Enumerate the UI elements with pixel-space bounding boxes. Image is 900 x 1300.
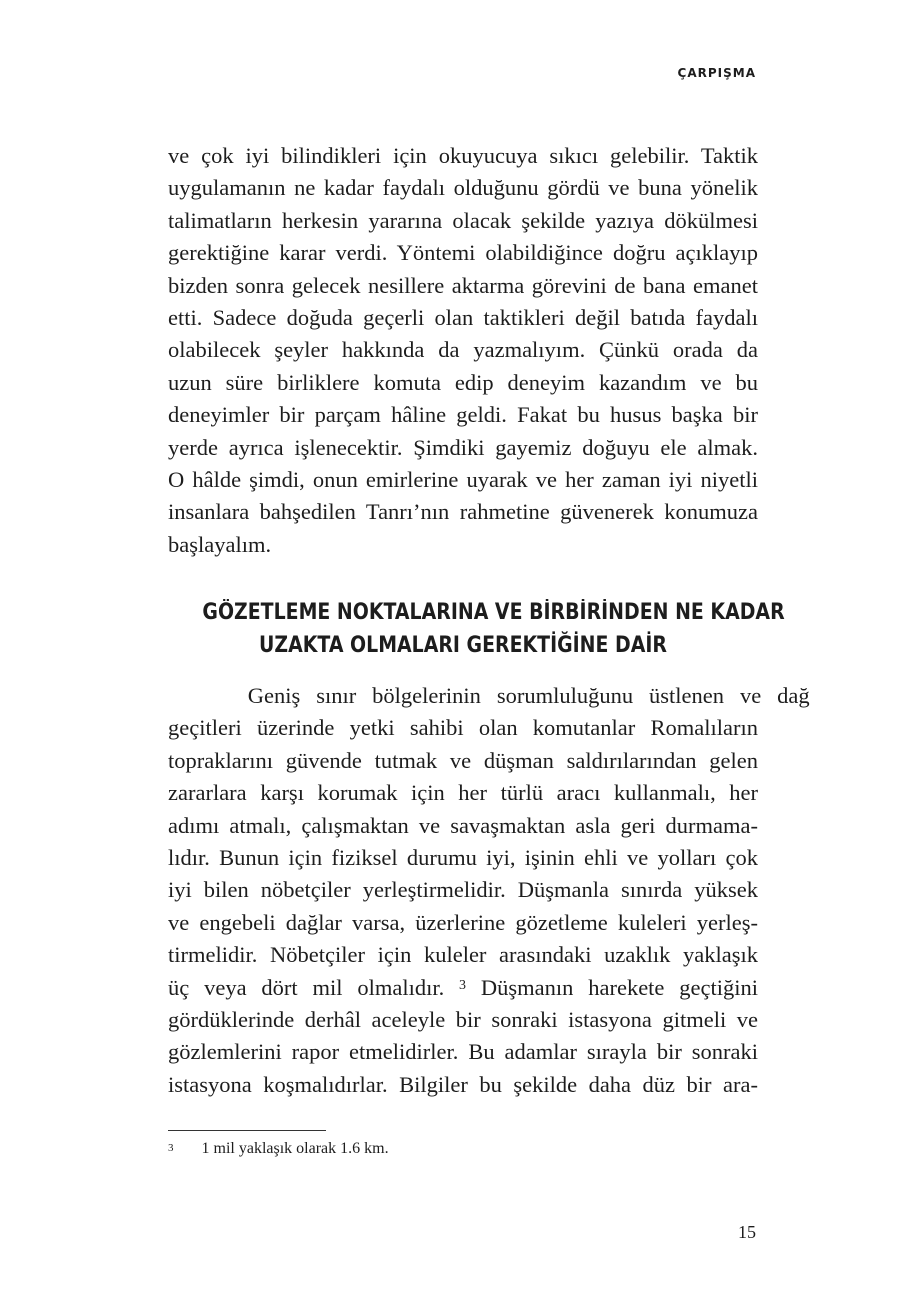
paragraph-2 (168, 680, 810, 1101)
paragraph-line: O hâlde şimdi, onun emirlerine uyarak ve her zaman iyi niyetli (168, 466, 758, 492)
paragraph-1 (168, 140, 758, 561)
paragraph-line: ve çok iyi bilindikleri için okuyucuya sıkıcı gelebilir. Taktik (168, 143, 758, 168)
paragraph-line: bizden sonra gelecek nesillere aktarma görevini de bana emanet (168, 272, 758, 298)
paragraph-line: talimatların herkesin yararına olacak şekilde yazıya dökülmesi (168, 207, 758, 233)
line-text: Düşmanın harekete geçtiğini (466, 974, 758, 1000)
line-text: üç veya dört mil olmalıdır. (168, 974, 460, 1000)
paragraph-line: gördüklerinde derhâl aceleyle bir sonraki istasyona gitmeli ve (168, 1006, 758, 1032)
paragraph-line: gerektiğine karar verdi. Yöntemi olabildiğince doğru açıklayıp (168, 240, 758, 266)
paragraph-line: yerde ayrıca işlenecektir. Şimdiki gayemiz doğuyu ele almak. (168, 434, 758, 460)
paragraph-line: olabilecek şeyler hakkında da yazmalıyım. Çünkü orada da (168, 337, 758, 363)
heading-line: GÖZETLEME NOKTALARINA VE BİRBİRİNDEN NE KADAR (202, 600, 785, 625)
paragraph-line: topraklarını güvende tutmak ve düşman saldırılarından gelen (168, 747, 758, 773)
paragraph-line: deneyimler bir parçam hâline geldi. Fakat bu husus başka bir (168, 402, 758, 428)
paragraph-line: uygulamanın ne kadar faydalı olduğunu gördü ve buna yönelik (168, 175, 758, 201)
running-head: ÇARPIŞMA (677, 66, 756, 80)
footnote-mark: 3 (168, 1142, 174, 1154)
paragraph-line: Geniş sınır bölgelerinin sorumluluğunu üstlenen ve dağ (168, 683, 810, 708)
section-heading (202, 596, 785, 662)
paragraph-line: gözlemlerini rapor etmelidirler. Bu adamlar sırayla bir sonraki (168, 1039, 758, 1065)
paragraph-line: lıdır. Bunun için fiziksel durumu iyi, işinin ehli ve yolları çok (168, 844, 758, 870)
paragraph-line: tirmelidir. Nöbetçiler için kuleler arasındaki uzaklık yaklaşık (168, 942, 758, 968)
page-number: 15 (738, 1222, 756, 1242)
paragraph-line: uzun süre birliklere komuta edip deneyim kazandım ve bu (168, 369, 758, 395)
paragraph-line-with-note (168, 972, 758, 1004)
footnote-text: 1 mil yaklaşık olarak 1.6 km. (201, 1140, 389, 1157)
paragraph-line: adımı atmalı, çalışmaktan ve savaşmaktan asla geri durmama- (168, 812, 758, 838)
paragraph-line: iyi bilen nöbetçiler yerleştirmelidir. Düşmanla sınırda yüksek (168, 877, 758, 903)
paragraph-line: ve engebeli dağlar varsa, üzerlerine gözetleme kuleleri yerleş- (168, 909, 758, 935)
footnote (168, 1140, 389, 1158)
paragraph-line: insanlara bahşedilen Tanrı’nın rahmetine güvenerek konumuza (168, 499, 758, 525)
paragraph-line: başlayalım. (168, 531, 272, 557)
paragraph-line: zararlara karşı korumak için her türlü aracı kullanmalı, her (168, 780, 758, 806)
footnote-divider (168, 1130, 326, 1131)
paragraph-line: etti. Sadece doğuda geçerli olan taktikleri değil batıda faydalı (168, 304, 758, 330)
paragraph-line: geçitleri üzerinde yetki sahibi olan komutanlar Romalıların (168, 715, 758, 741)
paragraph-line: istasyona koşmalıdırlar. Bilgiler bu şekilde daha düz bir ara- (168, 1071, 758, 1097)
heading-line: UZAKTA OLMALARI GEREKTİĞİNE DAİR (259, 633, 667, 658)
footnote-reference[interactable]: 3 (459, 977, 467, 993)
